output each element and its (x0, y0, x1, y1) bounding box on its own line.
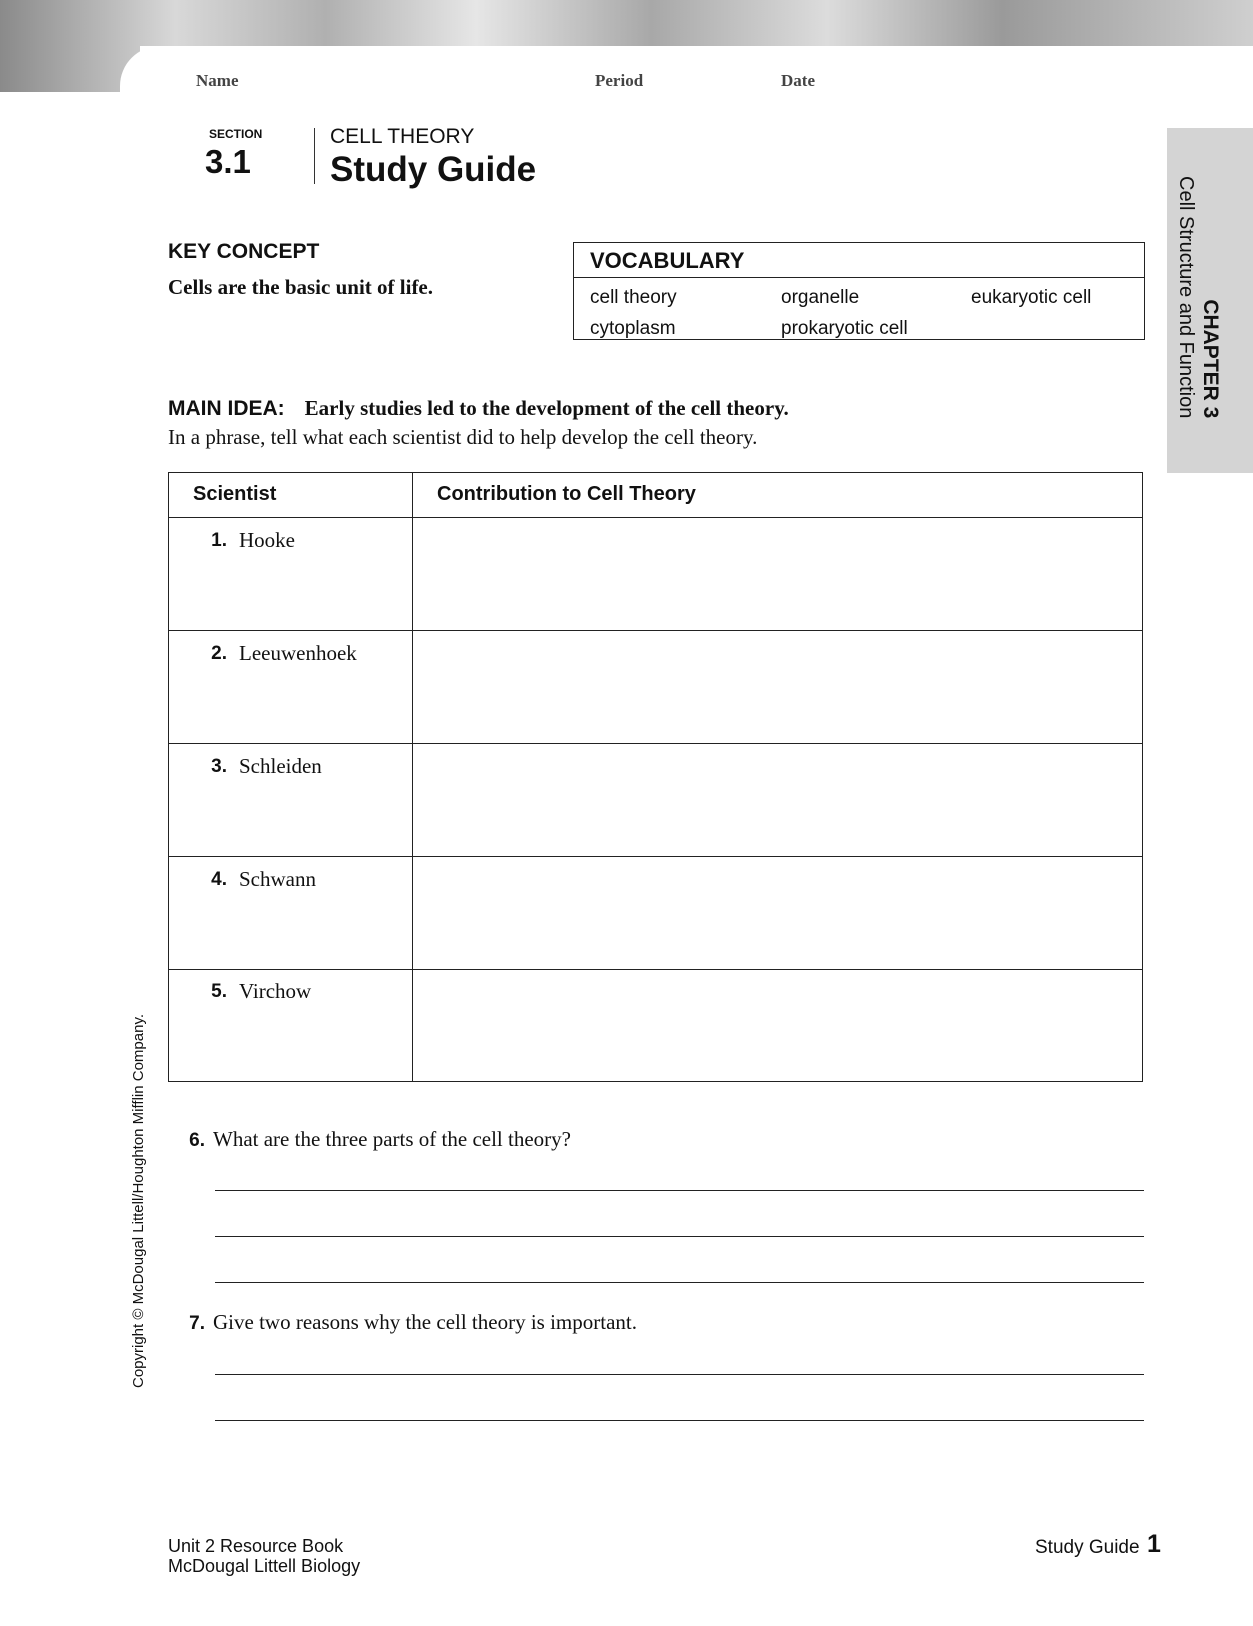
page-number: 1 (1147, 1530, 1161, 1558)
vocab-word: cytoplasm (590, 318, 676, 339)
footer-section-label: Study Guide (1035, 1537, 1140, 1558)
date-label: Date (781, 71, 815, 90)
footer-book: Unit 2 Resource Book (168, 1536, 344, 1556)
vocabulary-box (573, 242, 1145, 340)
table-header-scientist: Scientist (193, 483, 277, 505)
vocab-word: prokaryotic cell (781, 318, 908, 339)
section-number: 3.1 (205, 143, 251, 180)
chapter-tab-text (1174, 176, 1222, 418)
scientist-name: Schwann (239, 867, 316, 891)
vocab-word: eukaryotic cell (971, 287, 1092, 308)
question-number: 6. (189, 1130, 205, 1151)
scientist-name: Schleiden (239, 754, 322, 778)
row-number: 2. (211, 643, 227, 664)
page-title: Study Guide (330, 150, 537, 189)
main-idea-label: MAIN IDEA: (168, 397, 285, 420)
question-7 (172, 1310, 637, 1335)
vocabulary-title: VOCABULARY (590, 248, 745, 273)
key-concept-text: Cells are the basic unit of life. (168, 275, 434, 299)
row-number: 3. (211, 756, 227, 777)
instruction-text: In a phrase, tell what each scientist did to help develop the cell theory. (168, 425, 758, 449)
main-idea (168, 396, 789, 421)
footer-publisher: McDougal Littell Biology (168, 1556, 361, 1576)
vocab-word: cell theory (590, 287, 677, 308)
key-concept-label: KEY CONCEPT (168, 240, 320, 263)
footer-left (168, 1536, 360, 1576)
section-divider (314, 128, 315, 184)
answer-line[interactable] (215, 1420, 1144, 1421)
row-number: 1. (211, 530, 227, 551)
period-label: Period (595, 71, 644, 90)
main-idea-text: Early studies led to the development of the cell theory. (304, 396, 789, 420)
name-label: Name (196, 71, 239, 90)
vocab-word: organelle (781, 287, 860, 308)
row-number: 5. (211, 981, 227, 1002)
question-6 (172, 1127, 571, 1152)
question-text: What are the three parts of the cell theory? (213, 1127, 571, 1151)
answer-line[interactable] (215, 1236, 1144, 1237)
scientist-name: Virchow (239, 979, 312, 1003)
answer-line[interactable] (215, 1282, 1144, 1283)
copyright-notice: Copyright © McDougal Littell/Houghton Mifflin Company. (130, 1013, 147, 1388)
table-header-contribution: Contribution to Cell Theory (437, 483, 696, 505)
answer-line[interactable] (215, 1190, 1144, 1191)
answer-line[interactable] (215, 1374, 1144, 1375)
scientist-name: Leeuwenhoek (239, 641, 357, 665)
section-label: SECTION (209, 127, 263, 141)
scientist-table (168, 472, 1143, 1082)
question-number: 7. (189, 1313, 205, 1334)
question-text: Give two reasons why the cell theory is important. (213, 1310, 637, 1334)
vocabulary-divider (574, 277, 1144, 278)
chapter-label: CHAPTER 3 (1199, 299, 1222, 419)
row-number: 4. (211, 869, 227, 890)
scientist-name: Hooke (239, 528, 295, 552)
section-title: CELL THEORY (330, 125, 475, 148)
chapter-title: Cell Structure and Function (1175, 176, 1197, 419)
